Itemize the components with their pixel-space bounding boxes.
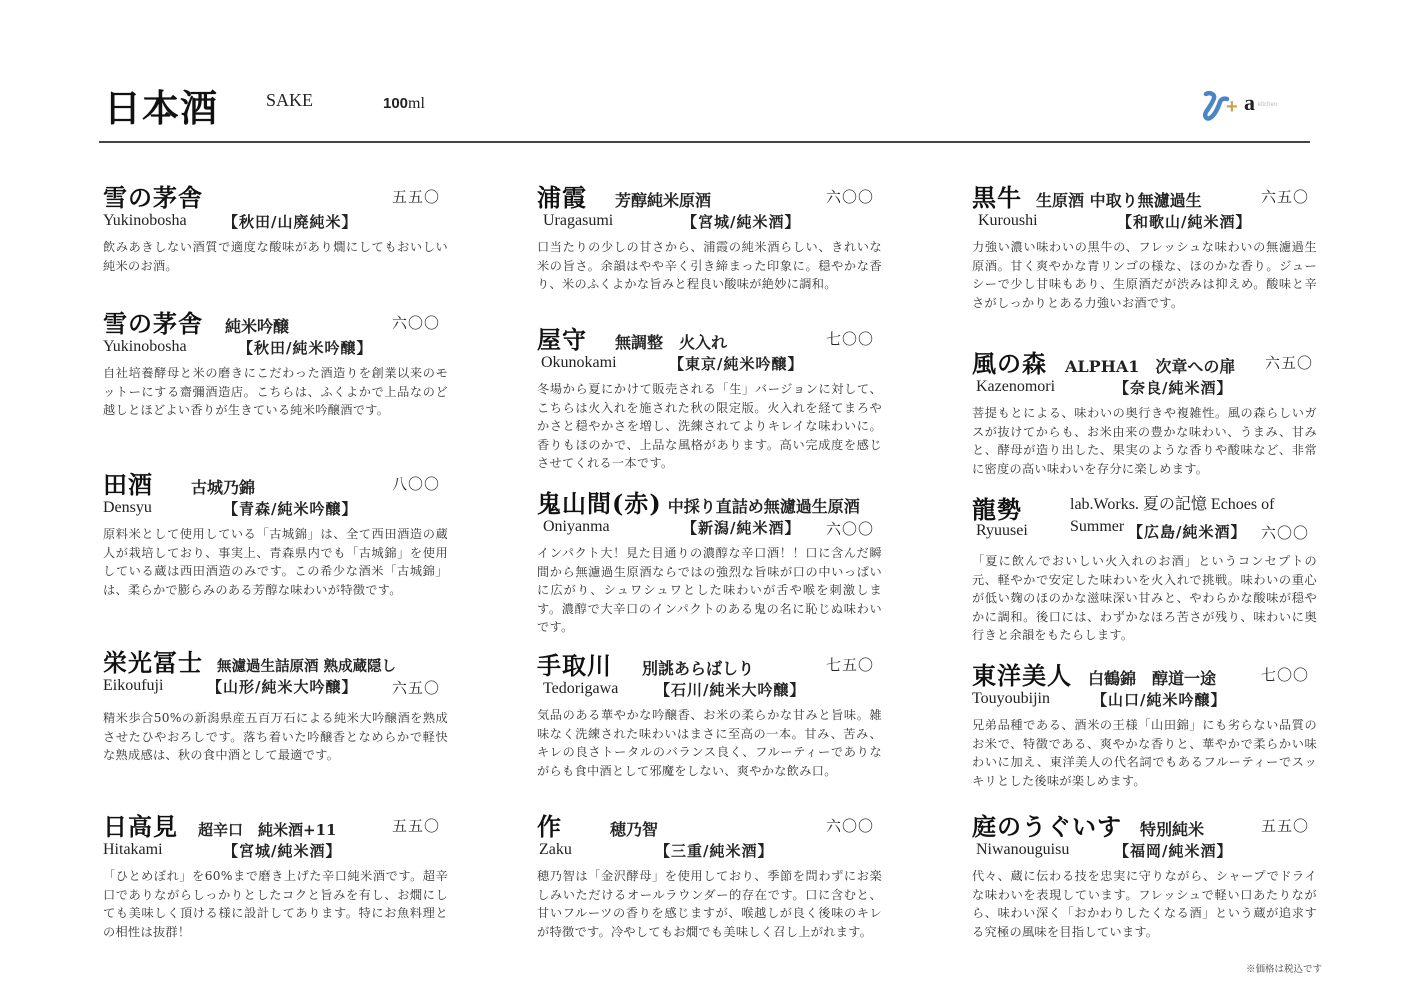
sake-romaji: Zaku [539,841,572,858]
sake-origin: 【広島/純米酒】 [1128,523,1247,541]
sake-item [103,304,448,420]
sake-name: 田酒 [103,470,153,499]
sake-origin: 【山口/純米吟醸】 [1092,691,1227,709]
sake-price: 六五〇 [1260,188,1309,206]
sake-subtitle: 特別純米 [1140,820,1205,839]
sake-price: 七〇〇 [1260,666,1309,684]
sake-subtitle: 生原酒 中取り無濾過生 [1036,191,1202,210]
sake-romaji: Ryuusei [976,522,1028,539]
sake-item [537,484,882,637]
sake-item [537,320,882,473]
brand-logo [1200,88,1310,128]
page-title: 日本酒 [104,86,218,130]
sake-name: 雪の茅舎 [103,183,203,212]
sake-subtitle: lab.Works. 夏の記憶 Echoes of Summer [1070,496,1275,535]
sake-romaji: Tedorigawa [543,680,619,697]
sake-name: 浦霞 [537,183,587,212]
sake-item [537,807,882,941]
menu-header [0,0,1414,145]
sake-name: 栄光冨士 [103,648,203,677]
page-subtitle: SAKE [266,90,314,110]
header-divider [99,141,1310,143]
sake-description: 口当たりの少しの甘さから、浦霞の純米酒らしい、きれいな米の旨さ。余韻はやや辛く引き締まった印象に。穏やかな香り、米のふくよかな旨みと程良い酸味が絶妙に調和。 [537,240,882,291]
logo-letter: a [1244,90,1255,115]
sake-item [972,178,1317,312]
sake-price: 五五〇 [1260,817,1309,835]
sake-origin: 【石川/純米大吟醸】 [655,681,806,699]
sake-name: 黒牛 [972,183,1022,212]
serving-size-number: 100 [383,95,409,112]
sake-origin: 【福岡/純米酒】 [1114,842,1233,860]
sake-origin: 【秋田/山廃純米】 [223,213,358,231]
sake-name: 鬼山間(赤) [537,489,662,518]
sake-price: 六〇〇 [825,817,874,835]
sake-subtitle: 無調整 火入れ [615,333,728,352]
sake-romaji: Hitakami [103,841,163,858]
sake-item [537,178,882,294]
sake-origin: 【三重/純米酒】 [655,842,774,860]
sake-price: 六〇〇 [391,314,440,332]
sake-romaji: Touyoubijin [972,690,1050,707]
sake-subtitle: ALPHA1 次章への扉 [1065,357,1236,376]
sake-subtitle: 穂乃智 [610,820,659,839]
sake-description: 気品のある華やかな吟醸香、お米の柔らかな甘みと旨味。雑味なく洗練された味わいはまさに至高の一本。甘み、苦み、キレの良さトータルのバランス良く、フルーティーでありながらも食中酒として邪魔をしない、爽やかな飲み口。 [537,708,882,778]
sake-subtitle: 無濾過生詰原酒 熟成蔵隠し [217,658,397,675]
sake-subtitle: 古城乃錦 [191,478,256,497]
sake-price: 六〇〇 [825,188,874,206]
sake-origin: 【新潟/純米酒】 [682,519,801,537]
sake-subtitle: 白鶴錦 醇道一途 [1088,669,1217,688]
sake-price: 七五〇 [825,656,874,674]
sake-description: 精米歩合50%の新潟県産五百万石による純米大吟醸酒を熟成させたひやおろしです。落ち着いた吟醸香となめらかで軽快な熟成感は、秋の食中酒として最適です。 [103,711,448,762]
sake-description: 力強い濃い味わいの黒牛の、フレッシュな味わいの無濾過生原酒。甘く爽やかな青リンゴの様な、ほのかな香り。ジューシーで少し甘味もあり、生原酒だが渋みは抑えめ。酸味と辛さがしっかりとある力強いお酒です。 [972,240,1317,310]
sake-price: 五五〇 [391,188,440,206]
sake-item [972,490,1317,645]
sake-item [972,656,1317,790]
sake-item [103,465,448,599]
sake-description: インパクト大！見た目通りの濃醇な辛口酒！！口に含んだ瞬間から無濾過生原酒ならではの強烈な旨味が口の中いっぱいに広がり、シュワシュワとした味わいが舌や喉を刺激します。濃醇で大辛口のインパクトのある鬼の名に恥じぬ味わいです。 [537,546,882,634]
sake-subtitle: 芳醇純米原酒 [615,191,712,210]
sake-subtitle: 超辛口 純米酒+11 [198,821,337,839]
sake-price: 六〇〇 [825,520,874,538]
sake-item [103,178,448,275]
sake-subtitle: 中採り直詰め無濾過生原酒 [667,497,860,516]
sake-description: 原料米として使用している「古城錦」は、全て西田酒造の蔵人が栽培しており、事実上、青森県内でも「古城錦」を使用している蔵は西田酒造のみです。この希少な酒米「古城錦」は、柔らかで膨らみのある芳醇な味わいが特徴です。 [103,527,448,597]
sake-item [103,807,448,941]
sake-origin: 【和歌山/純米酒】 [1117,213,1252,231]
sake-name: 風の森 [972,349,1047,378]
sake-name: 雪の茅舎 [103,309,203,338]
sake-romaji: Okunokami [541,354,617,371]
sake-description: 菩提もとによる、味わいの奥行きや複雑性。風の森らしいガスが抜けてからも、お米由来の豊かな味わい、うまみ、甘みと、酵母が造り出した、果実のような香りや酸味など、非常に密度の高い味わいを存分に楽しめます。 [972,406,1317,476]
sake-origin: 【奈良/純米酒】 [1114,379,1233,397]
sake-romaji: Kuroushi [978,212,1038,229]
sake-item [537,646,882,780]
sake-romaji: Niwanouguisu [976,841,1070,858]
sake-price: 五五〇 [391,817,440,835]
sake-description: 自社培養酵母と米の磨きにこだわった酒造りを創業以来のモットーにする齋彌酒造店。こちらは、ふくよかで上品なのど越しとほどよい香りが生きている純米吟醸酒です。 [103,366,448,417]
sake-price: 七〇〇 [825,330,874,348]
sake-origin: 【宮城/純米酒】 [682,213,801,231]
sake-description: 「夏に飲んでおいしい火入れのお酒」というコンセプトの元、軽やかで安定した味わいを火入れで挑戦。味わいの重心が低い麹のほのかな滋味深い甘みと、やわらかな酸味が穏やかに調和。後口には、わずかなほろ苦さが残り、味わいに奥行きと余韻をもたらします。 [972,554,1317,642]
sake-price: 六〇〇 [1260,524,1309,542]
sake-item [972,344,1317,478]
sake-description: 穂乃智は「金沢酵母」を使用しており、季節を問わずにお楽しみいただけるオールラウンダー的存在です。口に含むと、甘いフルーツの香りを感じますが、喉越しが良く後味のキレが特徴です。冷やしてもお燗でも美味しく召し上がれます。 [537,869,882,939]
sake-origin: 【秋田/純米吟醸】 [238,339,373,357]
sake-item [103,643,448,765]
sake-origin: 【東京/純米吟醸】 [669,355,804,373]
sake-description: 飲みあきしない酒質で適度な酸味があり燗にしてもおいしい純米のお酒。 [103,240,448,273]
sake-description: 代々、蔵に伝わる技を忠実に守りながら、シャープでドライな味わいを表現しています。フレッシュで軽い口あたりながら、味わい深く「おかわりしたくなる酒」という蔵が追求する究極の風味を目指しています。 [972,869,1317,939]
tax-note: ※価格は税込です [1246,964,1323,975]
sake-description: 「ひとめぼれ」を60%まで磨き上げた辛口純米酒です。超辛口でありながらしっかりとしたコクと旨みを有し、お燗にしても美味しく頂ける様に設計してあります。特にお魚料理との相性は抜群！ [103,869,448,939]
serving-size [383,93,425,113]
sake-origin: 【青森/純米吟醸】 [223,500,358,518]
sake-description: 兄弟品種である、酒米の王様「山田錦」にも劣らない品質のお米で、特徴である、爽やかな香りと、華やかで柔らかい味わいに加え、東洋美人の代名詞でもあるフルーティーでスッキリとした後味が楽しめます。 [972,718,1317,788]
sake-name: 手取川 [537,651,612,680]
sake-romaji: Densyu [103,499,152,516]
sake-romaji: Yukinobosha [103,212,187,229]
sake-item [972,807,1317,941]
sake-price: 六五〇 [1264,354,1313,372]
sake-romaji: Yukinobosha [103,338,187,355]
logo-tiny-text: kitchen [1258,102,1278,108]
sake-romaji: Kazenomori [976,378,1056,395]
sake-romaji: Eikoufuji [103,677,164,694]
sake-origin: 【山形/純米大吟醸】 [207,678,358,696]
sake-name: 屋守 [537,325,587,354]
sake-subtitle: 純米吟醸 [225,317,290,336]
sake-name: 龍勢 [972,495,1022,524]
sake-romaji: Oniyanma [543,518,610,535]
sake-price: 六五〇 [391,679,440,697]
sake-origin: 【宮城/純米酒】 [223,842,342,860]
sake-subtitle: 別誂あらばしり [642,659,755,678]
sake-name: 庭のうぐいす [972,812,1122,841]
serving-size-unit: ml [408,95,425,112]
sake-name: 東洋美人 [972,661,1072,690]
sake-price: 八〇〇 [391,475,440,493]
sake-romaji: Uragasumi [543,212,614,229]
sake-description: 冬場から夏にかけて販売される「生」バージョンに対して、こちらは火入れを施された秋の限定版。火入れを経てまろやかさと穏やかさを増し、洗練されてよりキレイな味わいに。香りもほのかで、上品な風格があります。高い完成度を感じさせてくれる一本です。 [537,382,882,470]
sake-name: 作 [537,812,562,841]
plus-mark: + [1226,96,1238,118]
sake-name: 日高見 [103,812,178,841]
